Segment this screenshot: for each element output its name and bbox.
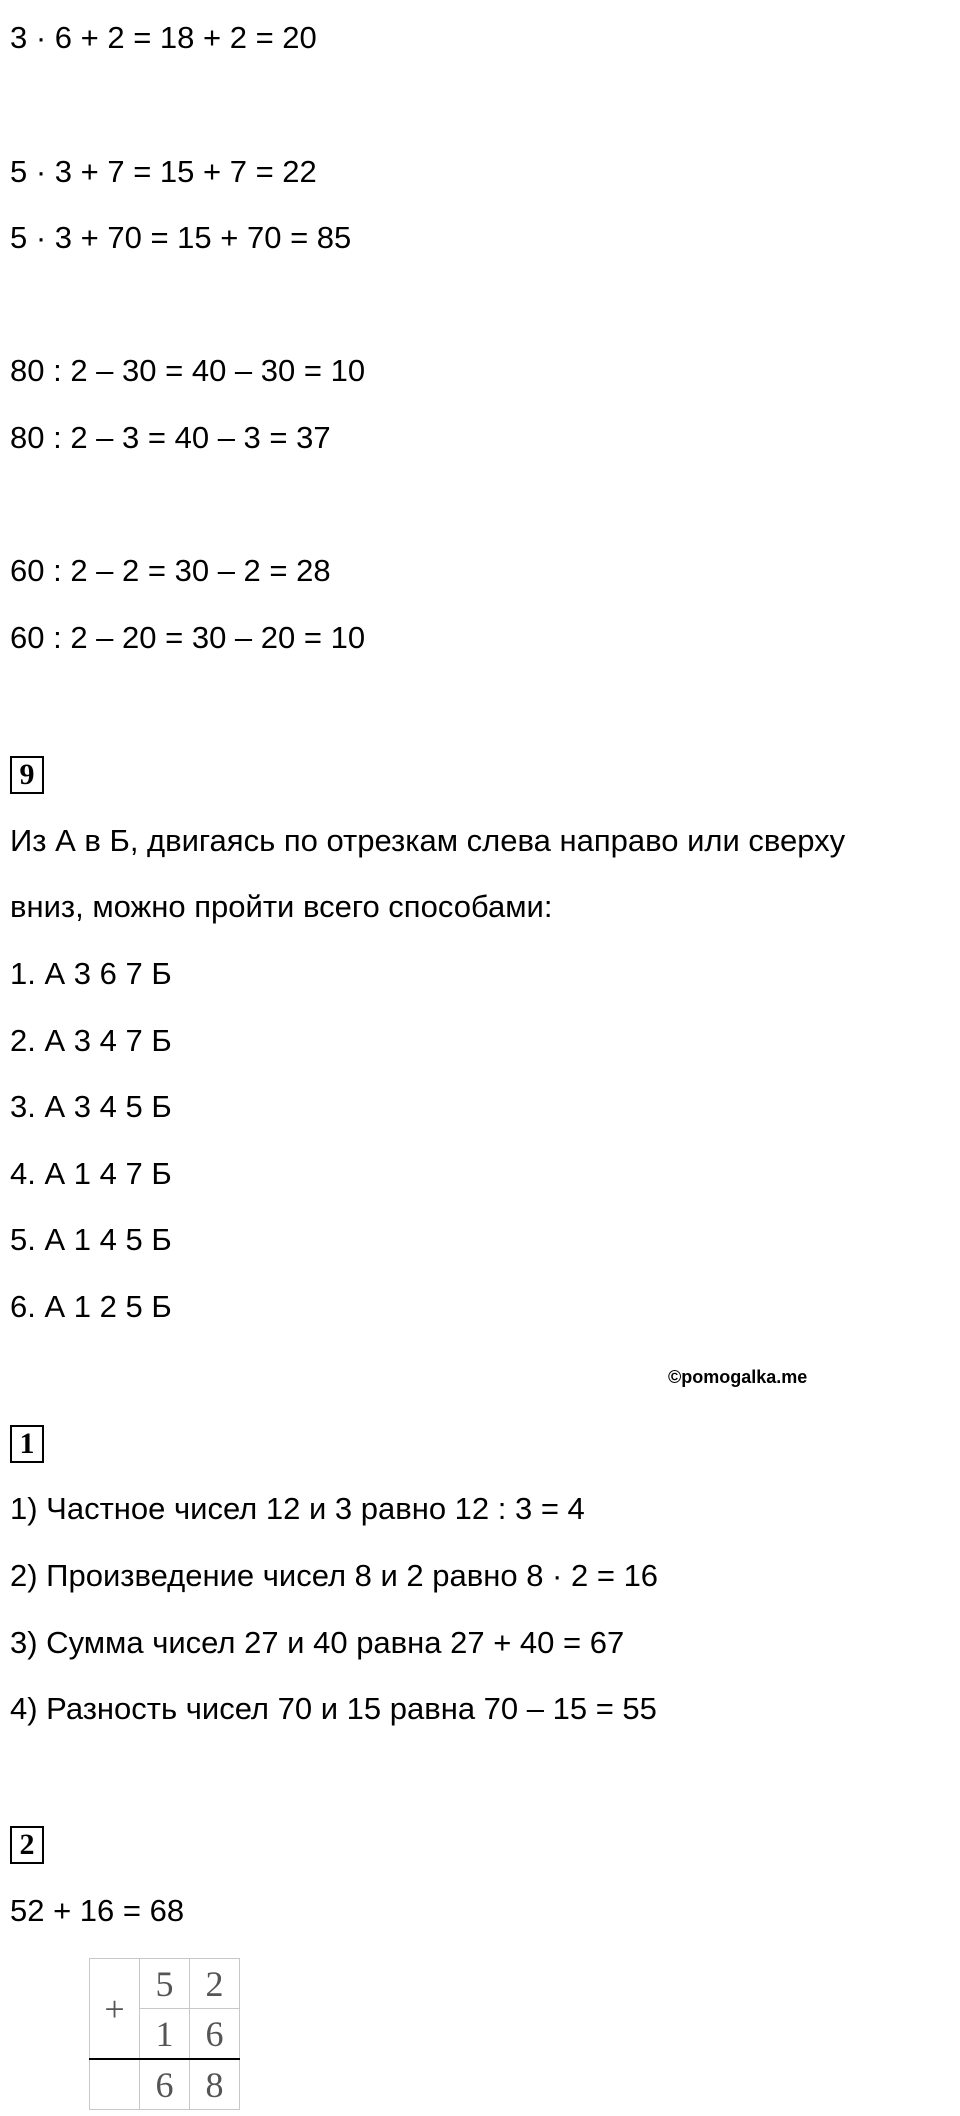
digit-cell: 6 — [190, 2009, 240, 2060]
digit-cell: 2 — [190, 1959, 240, 2009]
digit-cell: 1 — [140, 2009, 190, 2060]
result-digit-cell: 6 — [140, 2059, 190, 2110]
expression-line: 80 : 2 – 30 = 40 – 30 = 10 — [10, 353, 366, 388]
expression-line: 5 · 3 + 70 = 15 + 70 = 85 — [10, 220, 352, 255]
digit-cell: 5 — [140, 1959, 190, 2009]
site-watermark: ©pomogalka.me — [668, 1367, 808, 1387]
way-list-item: 6. А 1 2 5 Б — [10, 1289, 172, 1324]
way-list-item: 1. А 3 6 7 Б — [10, 956, 172, 991]
answer-line: 1) Частное чисел 12 и 3 равно 12 : 3 = 4 — [10, 1491, 585, 1526]
task-number-badge: 9 — [10, 756, 44, 794]
task-intro-text: вниз, можно пройти всего способами: — [10, 889, 553, 924]
expression-line: 60 : 2 – 2 = 30 – 2 = 28 — [10, 553, 331, 588]
way-list-item: 5. А 1 4 5 Б — [10, 1222, 172, 1257]
way-list-item: 3. А 3 4 5 Б — [10, 1089, 172, 1124]
expression-line: 80 : 2 – 3 = 40 – 3 = 37 — [10, 420, 331, 455]
expression-line: 3 · 6 + 2 = 18 + 2 = 20 — [10, 20, 317, 55]
plus-sign: + — [90, 1959, 140, 2060]
expression-line: 60 : 2 – 20 = 30 – 20 = 10 — [10, 620, 366, 655]
result-digit-cell: 8 — [190, 2059, 240, 2110]
way-list-item: 4. А 1 4 7 Б — [10, 1156, 172, 1191]
answer-line: 2) Произведение чисел 8 и 2 равно 8 · 2 = 16 — [10, 1558, 659, 1593]
task-number-badge: 2 — [10, 1826, 44, 1864]
column-addition-table — [89, 1958, 240, 2110]
answer-line: 4) Разность чисел 70 и 15 равна 70 – 15 = 55 — [10, 1691, 657, 1726]
answer-line: 3) Сумма чисел 27 и 40 равна 27 + 40 = 67 — [10, 1625, 625, 1660]
empty-cell — [90, 2059, 140, 2110]
task-number-badge: 1 — [10, 1425, 44, 1463]
expression-line: 5 · 3 + 7 = 15 + 7 = 22 — [10, 154, 317, 189]
equation-line: 52 + 16 = 68 — [10, 1893, 185, 1928]
task-intro-text: Из А в Б, двигаясь по отрезкам слева направо или сверху — [10, 823, 846, 858]
way-list-item: 2. А 3 4 7 Б — [10, 1023, 172, 1058]
